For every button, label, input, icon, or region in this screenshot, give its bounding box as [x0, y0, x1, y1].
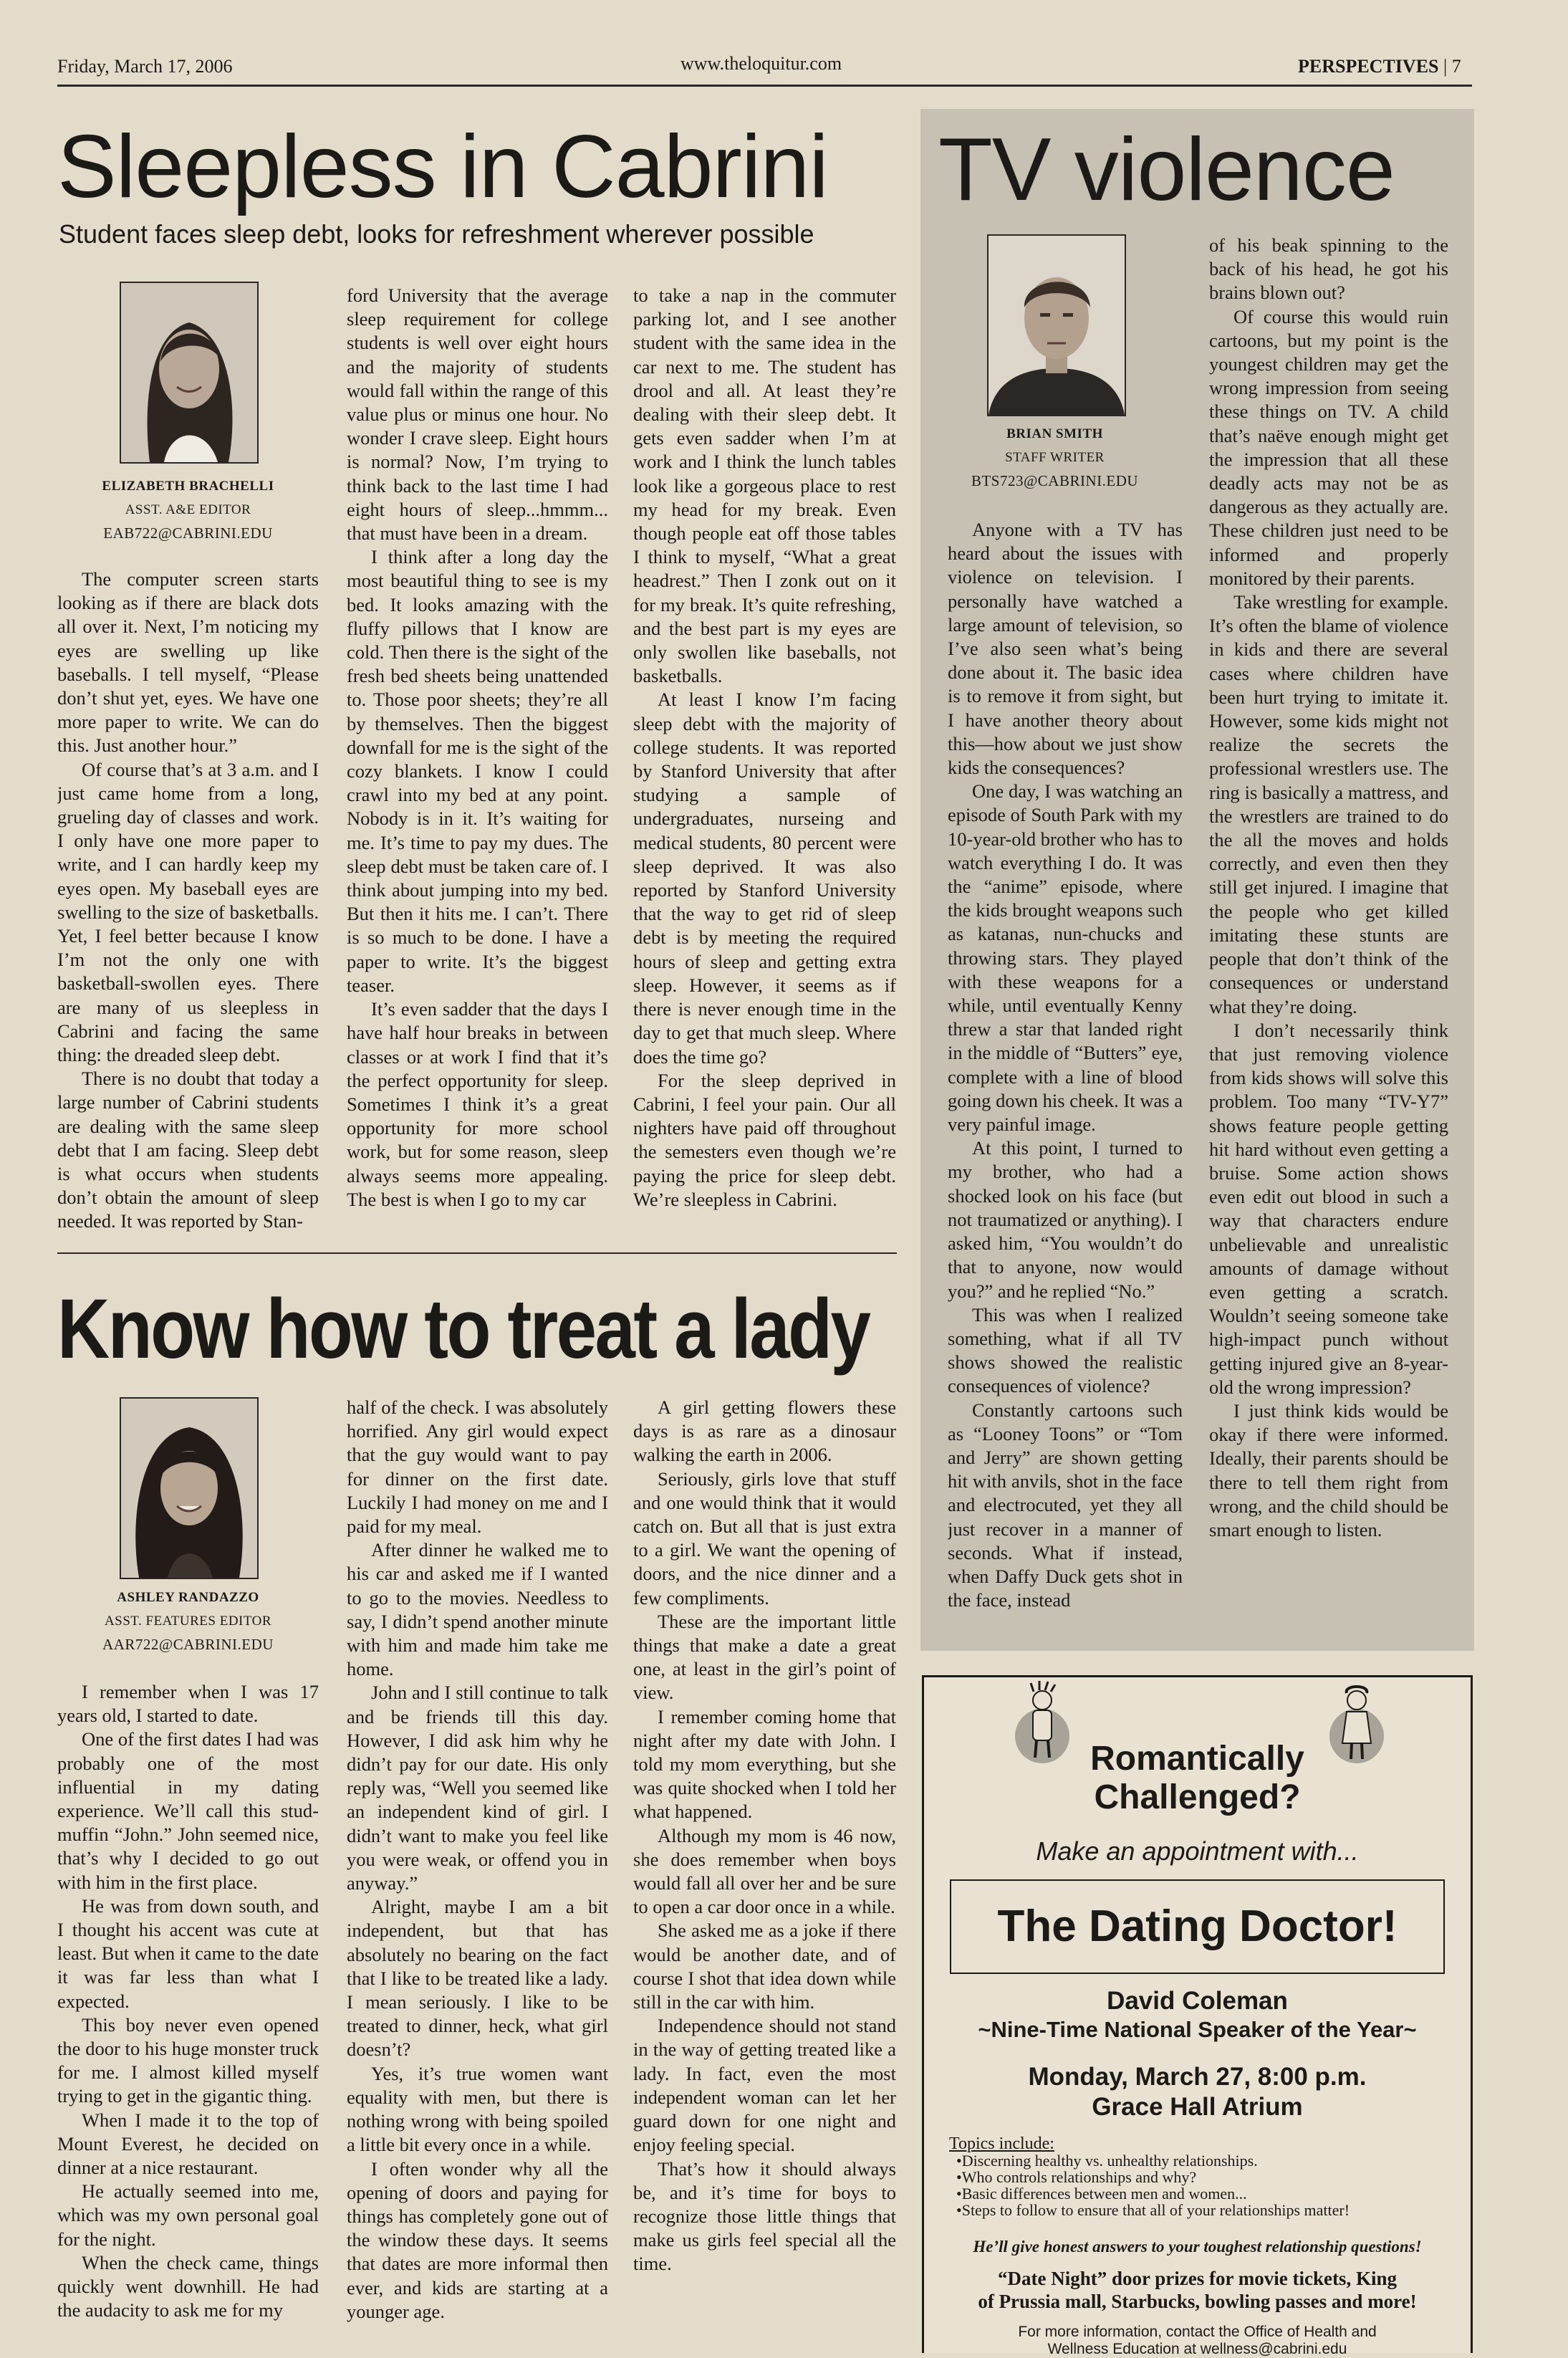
- ad-topics: [949, 2136, 1451, 2218]
- tv-column-2: [1209, 234, 1448, 1636]
- lady-column-1: [57, 1680, 319, 2347]
- paragraph: Take wrestling for example. It’s often the blame of violence in kids and there are several cases where children have been hurt trying to imitate it. However, some kids might not realize the secrets the professional wrestlers use. The ring is basically a mattress, and the wrestlers are trained to do the all the moves and holds correctly, and even then they still get injured. I imagine that the people who get killed imitating these stunts are people that don’t think of the consequences or understand what they’re doing.: [1209, 591, 1448, 1017]
- sleep-deck: Student faces sleep debt, looks for refreshment wherever possible: [59, 219, 814, 249]
- ad-promise: He’ll give honest answers to your toughest relationship questions!: [973, 2238, 1422, 2256]
- paragraph: There is no doubt that today a large number of Cabrini students are dealing with the same sleep debt that I am facing. Sleep debt is what occurs when students don’t obtain the amount of sleep needed. It was reported by Stan-: [57, 1068, 319, 1232]
- paragraph: Of course this would ruin cartoons, but my point is the youngest children may get the wrong impression from seeing these things on TV. A child that’s naëve enough might get the impression that all these deadly acts may not be as dangerous as they actually are. These children just need to be informed and properly monitored by their parents.: [1209, 305, 1448, 589]
- paragraph: That’s how it should always be, and it’s time for boys to recognize those little things that make us girls feel special all the time.: [633, 2157, 896, 2275]
- paragraph: This boy never even opened the door to his huge monster truck for me. I almost killed myself trying to get in the gigantic thing.: [57, 2013, 319, 2107]
- sleep-headline: Sleepless in Cabrini: [57, 118, 828, 216]
- paragraph: This was when I realized something, what if all TV shows showed the realistic consequences of violence?: [948, 1303, 1183, 1397]
- ad-speaker: David Coleman: [1107, 1987, 1288, 2015]
- ad-event-venue: Grace Hall Atrium: [1092, 2093, 1303, 2121]
- paragraph: Of course that’s at 3 a.m. and I just came home from a long, grueling day of classes and work. I only have one more paper to write, and I can hardly keep my eyes open. My baseball eyes are swelling to the size of basketballs. Yet, I feel better because I know I’m not the only one with basketball-swollen eyes. There are many of us sleepless in Cabrini and facing the same thing: the dreaded sleep debt.: [57, 758, 319, 1066]
- paragraph: I remember coming home that night after my date with John. I told my mom everything, but she was quite shocked when I told her what happened.: [633, 1705, 896, 1823]
- paragraph: At this point, I turned to my brother, who had a shocked look on his face (but not traumatized or anything). I asked him, “You wouldn’t do that to anyone, now would you?” and he replied “No.”: [948, 1137, 1183, 1302]
- author-name: ASHLEY RANDAZZO: [117, 1590, 259, 1605]
- paragraph: Anyone with a TV has heard about the issues with violence on television. I personally have watched a large amount of television, so I’ve also seen what’s being done about it. The basic idea is to remove it from sight, but I have another theory about this—how about we just show kids the consequences?: [948, 519, 1183, 779]
- ad-subline: Make an appointment with...: [1036, 1836, 1359, 1866]
- tv-headline: TV violence: [938, 120, 1395, 219]
- paragraph: These are the important little things that make a date a great one, at least in the girl’s point of view.: [633, 1610, 896, 1704]
- sleep-column-3: [633, 284, 896, 1232]
- author-photo-smith: [987, 234, 1126, 416]
- paragraph: Alright, maybe I am a bit independent, but that has absolutely no bearing on the fact that I like to be treated like a lady. I mean seriously. I like to be treated to dinner, heck, what girl doesn’t?: [347, 1896, 608, 2061]
- paragraph: At least I know I’m facing sleep debt with the majority of college students. It was reported by Stanford University that after studying a sample of undergraduates, nurseing and medical students, 80 percent were sleep deprived. It was also reported by Stanford University that the way to get rid of sleep debt is by meeting the required hours of sleep and getting extra sleep. However, it seems as if there is never enough time in the day to get that much sleep. Where does the time go?: [633, 689, 896, 1068]
- author-name: ELIZABETH BRACHELLI: [102, 479, 274, 494]
- paragraph: I often wonder why all the opening of doors and paying for things has completely gone out of the window these days. It seems that dates are more informal then ever, and kids are starting at a younger age.: [347, 2157, 608, 2322]
- paragraph: She asked me as a joke if there would be another date, and of course I shot that idea down while still in the car with him.: [633, 1920, 896, 2013]
- ad-speaker-title: ~Nine-Time National Speaker of the Year~: [978, 2017, 1417, 2042]
- author-photo-brachelli: [120, 282, 259, 464]
- paragraph: One of the first dates I had was probably one of the most influential in my dating experience. We’ll call this stud-muffin “John.” John seemed nice, that’s why I decided to go out with him in the first place.: [57, 1728, 319, 1893]
- ad-info-line-2: Wellness Education at wellness@cabrini.edu: [1047, 2341, 1347, 2357]
- ad-event-date: Monday, March 27, 8:00 p.m.: [1028, 2063, 1367, 2091]
- topic-item: •Who controls relationships and why?: [956, 2168, 1197, 2186]
- ad-prizes-line-1: “Date Night” door prizes for movie tickets, King: [998, 2268, 1397, 2289]
- ad-title-box: [950, 1879, 1445, 1974]
- paragraph: Seriously, girls love that stuff and one would think that it would catch on. But all that is just extra to a girl. We want the opening of doors, and the nice dinner and a few compliments.: [633, 1467, 896, 1609]
- portrait-woman-long-hair: [121, 283, 257, 462]
- ad-info-line-1: For more information, contact the Office of Health and: [1018, 2324, 1377, 2340]
- paragraph: I just think kids would be okay if there were informed. Ideally, their parents should be there to tell them right from wrong, and the child should be smart enough to listen.: [1209, 1399, 1448, 1540]
- author-email: BTS723@CABRINI.EDU: [971, 472, 1139, 489]
- byline-smith: [924, 422, 1185, 493]
- ad-line-challenged: Challenged?: [1094, 1778, 1301, 1816]
- lady-column-2: [347, 1396, 608, 2347]
- paragraph: He was from down south, and I thought his accent was cute at least. But when it came to the date it was far less than what I expected.: [57, 1894, 319, 2012]
- portrait-woman-curly-hair: [121, 1399, 257, 1578]
- author-role: ASST. FEATURES EDITOR: [104, 1614, 272, 1629]
- paragraph: When the check came, things quickly went downhill. He had the audacity to ask me for my: [57, 2251, 319, 2321]
- ad-topics-label: Topics include:: [949, 2134, 1054, 2153]
- ad-prizes-line-2: of Prussia mall, Starbucks, bowling passes and more!: [978, 2291, 1417, 2312]
- topic-item: •Steps to follow to ensure that all of your relationships matter!: [956, 2201, 1350, 2219]
- paragraph: I don’t necessarily think that just removing violence from kids shows will solve this problem. Too many “TV-Y7” shows feature people getting hit hard without even getting a bruise. Some action shows even edit out blood in such a way that characters endure unbelievable and unrealistic amounts of damage without even getting a scratch. Wouldn’t seeing someone take high-impact punch without getting injured give an 8-year-old the wrong impression?: [1209, 1019, 1448, 1398]
- sleep-column-2: [347, 284, 608, 1232]
- byline-brachelli: [57, 474, 319, 545]
- paragraph: ford University that the average sleep requirement for college students is well over eight hours and the majority of students would fall within the range of this value plus or minus one hour. No wonder I crave sleep. Eight hours is normal? Now, I’m trying to think back to the last time I had eight hours of sleep...hmmm... that must have been in a dream.: [347, 284, 608, 545]
- author-email: AAR722@CABRINI.EDU: [102, 1636, 274, 1653]
- section-name: PERSPECTIVES: [1298, 56, 1439, 77]
- paragraph: A girl getting flowers these days is as rare as a dinosaur walking the earth in 2006.: [633, 1396, 896, 1466]
- author-name: BRIAN SMITH: [1006, 426, 1103, 441]
- byline-randazzo: [57, 1586, 319, 1657]
- lady-headline: Know how to treat a lady: [57, 1282, 870, 1376]
- tv-column-1: [948, 518, 1183, 1636]
- site-url: www.theloquitur.com: [680, 53, 842, 74]
- section-divider: [57, 1252, 897, 1254]
- portrait-young-man: [989, 236, 1125, 415]
- header-rule: [57, 85, 1472, 87]
- paragraph: For the sleep deprived in Cabrini, I feel your pain. Our all nighters have paid off throughout the semesters even though we’re paying the price for sleep debt. We’re sleepless in Cabrini.: [633, 1069, 896, 1210]
- paragraph: Yes, it’s true women want equality with men, but there is nothing wrong with being spoiled a little bit every once in a while.: [347, 2062, 608, 2156]
- paragraph: One day, I was watching an episode of South Park with my 10-year-old brother who has to watch everything I do. It was the “anime” episode, where the kids brought weapons such as katanas, nun-chucks and throwing stars. They played with these weapons for a while, until eventually Kenny threw a star that landed right in the middle of “Butters” eye, complete with a line of blood going down his cheek. It was a very painful image.: [948, 780, 1183, 1136]
- topic-item: •Discerning healthy vs. unhealthy relationships.: [956, 2152, 1258, 2170]
- paragraph: half of the check. I was absolutely horrified. Any girl would expect that the guy would want to pay for dinner on the first date. Luckily I had money on me and I paid for my meal.: [347, 1396, 608, 1538]
- paragraph: After dinner he walked me to his car and asked me if I wanted to go to the movies. Needless to say, I didn’t spend another minute with him and made him take me home.: [347, 1539, 608, 1680]
- author-role: STAFF WRITER: [1005, 450, 1105, 465]
- paragraph: The computer screen starts looking as if there are black dots all over it. Next, I’m noticing my eyes are swelling up like baseballs. I tell myself, “Please don’t shut yet, eyes. We have one more paper to write. We can do this. Just another hour.”: [57, 568, 319, 757]
- author-photo-randazzo: [120, 1397, 259, 1579]
- sleep-column-1: [57, 567, 319, 1232]
- paragraph: I remember when I was 17 years old, I started to date.: [57, 1681, 319, 1727]
- author-role: ASST. A&E EDITOR: [125, 502, 251, 517]
- dating-doctor-ad: [922, 1675, 1473, 2357]
- paragraph: Independence should not stand in the way of getting treated like a lady. In fact, even the most independent woman can let her guard down for one night and enjoy feeling special.: [633, 2015, 896, 2156]
- issue-date: Friday, March 17, 2006: [57, 56, 233, 77]
- paragraph: When I made it to the top of Mount Everest, he decided on dinner at a nice restaurant.: [57, 2109, 319, 2179]
- lady-column-3: [633, 1396, 896, 2347]
- ad-line-romantically: Romantically: [1090, 1740, 1304, 1778]
- section-label: [1298, 56, 1461, 77]
- paragraph: He actually seemed into me, which was my own personal goal for the night.: [57, 2180, 319, 2250]
- paragraph: Constantly cartoons such as “Looney Toons” or “Tom and Jerry” are shown getting hit with anvils, shot in the face and electrocuted, yet they all just recover in a manner of seconds. What if instead, when Daffy Duck gets shot in the face, instead: [948, 1399, 1183, 1611]
- paragraph: It’s even sadder that the days I have half hour breaks in between classes or at work I find that it’s the perfect opportunity for sleep. Sometimes I think it’s a great opportunity for more school work, but for some reason, sleep always seems more appealing. The best is when I go to my car: [347, 998, 608, 1210]
- paragraph: Although my mom is 46 now, she does remember when boys would fall all over her and be sure to open a car door once in a while.: [633, 1824, 896, 1918]
- paragraph: to take a nap in the commuter parking lot, and I see another student with the same idea in the car next to me. The student has drool and all. At least they’re dealing with their sleep debt. It gets even sadder when I’m at work and I think the lunch tables look like a gorgeous place to rest my head for my break. Even though people eat off those tables I think to myself, “What a great headrest.” Then I zonk out on it for my break. It’s quite refreshing, and the best part is my eyes are only swollen like baseballs, not basketballs.: [633, 284, 896, 687]
- paragraph: I think after a long day the most beautiful thing to see is my bed. It looks amazing with the fluffy pillows that I know are cold. Then there is the sight of the fresh bed sheets being unattended to. Those poor sheets; they’re all by themselves. Then the biggest downfall for me is the sight of the cozy blankets. I know I could crawl into my bed at any point. Nobody is in it. It’s waiting for me. It’s time to pay my dues. The sleep debt must be taken care of. I think about jumping into my bed. But then it hits me. I can’t. There is so much to be done. I have a paper to write. It’s the biggest teaser.: [347, 546, 608, 996]
- author-email: EAB722@CABRINI.EDU: [103, 524, 273, 542]
- ad-title: The Dating Doctor!: [997, 1902, 1398, 1951]
- topic-item: •Basic differences between men and women...: [956, 2185, 1247, 2203]
- page-number: | 7: [1443, 56, 1461, 77]
- paragraph: of his beak spinning to the back of his head, he got his brains blown out?: [1209, 234, 1448, 304]
- paragraph: John and I still continue to talk and be friends till this day. However, I did ask him why he didn’t pay for our date. His only reply was, “Well you seemed like an independent kind of girl. I didn’t want to make you feel like you were weak, or offend you in anyway.”: [347, 1682, 608, 1894]
